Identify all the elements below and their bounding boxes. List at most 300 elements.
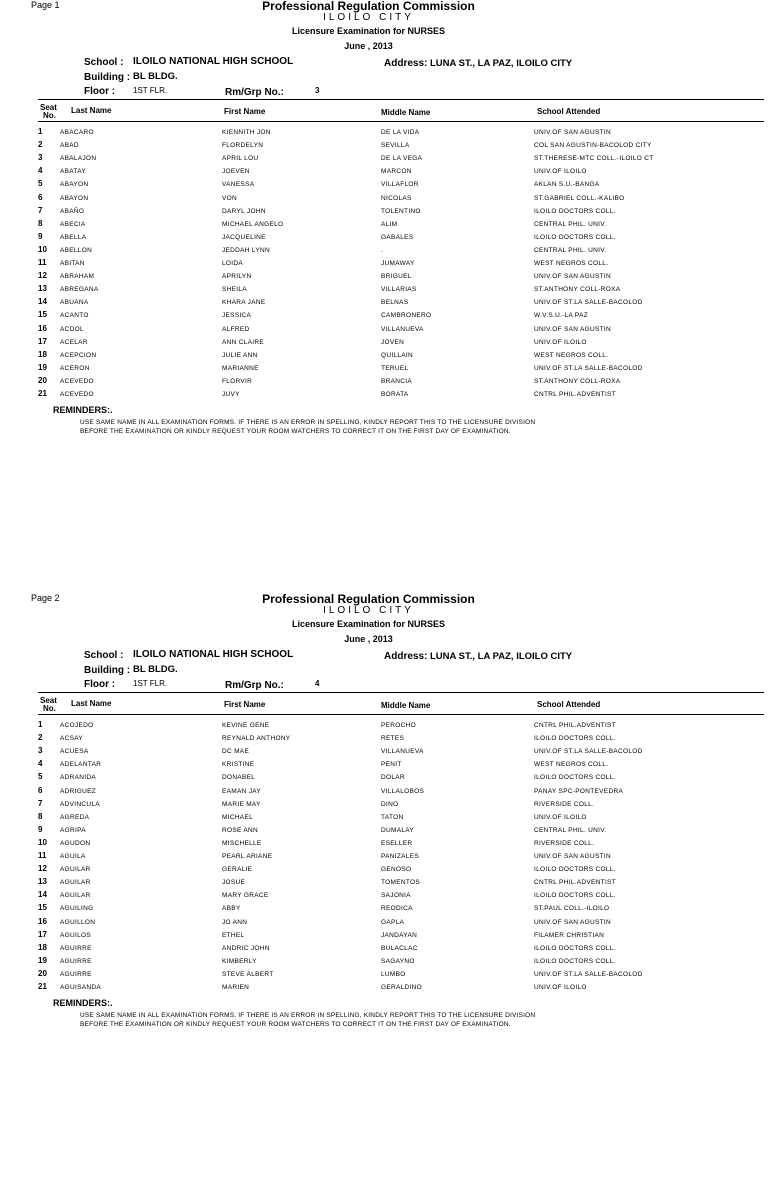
header-rule-top	[38, 99, 764, 100]
seat-number: 21	[38, 389, 47, 398]
first-name-cell: SHEILA	[222, 286, 247, 294]
header-rule-top	[38, 692, 764, 693]
school-cell: ILOILO DOCTORS COLL.	[534, 866, 616, 874]
middle-name-cell: SAGAYNO	[381, 957, 415, 965]
school-cell: UNIV.OF ST.LA SALLE-BACOLOD	[534, 299, 643, 307]
school-cell: ILOILO DOCTORS COLL.	[534, 207, 616, 215]
seat-number: 5	[38, 772, 43, 782]
seat-number: 13	[38, 877, 47, 887]
reminders-line-2: BEFORE THE EXAMINATION OR KINDLY REQUEST YOUR ROOM WATCHERS TO CORRECT IT ON THE FIRST DAY OF EXAMINATION.	[80, 428, 511, 435]
last-name-cell: AGUILING	[60, 905, 94, 913]
school-value: ILOILO NATIONAL HIGH SCHOOL	[133, 649, 294, 660]
first-name-cell: FLORDELYN	[222, 142, 264, 150]
middle-name-cell: SEVILLA	[381, 142, 410, 150]
table-row	[0, 298, 768, 311]
middle-name-cell: GAPLA	[381, 918, 405, 926]
seat-number: 5	[38, 179, 43, 189]
middle-name-cell: VILLAFLOR	[381, 181, 419, 189]
header-rule-bottom	[38, 121, 764, 122]
address-value: LUNA ST., LA PAZ, ILOILO CITY	[430, 58, 573, 69]
exam-title: Licensure Examination for NURSES	[291, 619, 446, 629]
middle-name-cell: ALIM	[381, 220, 398, 228]
seat-number: 9	[38, 824, 43, 834]
building-label: Building :	[84, 72, 131, 83]
school-cell: ILOILO DOCTORS COLL.	[534, 735, 616, 743]
floor-label: Floor :	[84, 679, 116, 690]
seat-number: 4	[38, 166, 43, 176]
middle-name-cell: VILLARIAS	[381, 286, 417, 294]
table-row	[0, 220, 768, 233]
seat-number: 15	[38, 310, 47, 320]
table-row	[0, 918, 768, 931]
seat-number: 20	[38, 375, 47, 385]
school-cell: ILOILO DOCTORS COLL.	[534, 944, 616, 952]
seat-number: 3	[38, 153, 43, 163]
first-name-cell: MISCHELLE	[222, 839, 262, 847]
school-cell: UNIV.OF SAN AGUSTIN	[534, 918, 611, 926]
seat-number: 19	[38, 955, 47, 965]
school-cell: ILOILO DOCTORS COLL.	[534, 774, 616, 782]
first-name-cell: MARY GRACE	[222, 892, 269, 900]
school-cell: PANAY SPC-PONTEVEDRA	[534, 787, 624, 795]
last-name-cell: ACERON	[60, 364, 90, 372]
seat-number: 17	[38, 336, 47, 346]
table-row	[0, 826, 768, 839]
last-name-cell: AGUIRRE	[60, 957, 92, 965]
school-cell: UNIV.OF ST.LA SALLE-BACOLOD	[534, 970, 643, 978]
reminders-title: REMINDERS:.	[53, 405, 113, 415]
last-name-cell: AGUILAR	[60, 879, 91, 887]
col-first-name: First Name	[224, 700, 266, 709]
school-value: ILOILO NATIONAL HIGH SCHOOL	[133, 56, 294, 67]
last-name-cell: ACANTO	[60, 312, 89, 320]
table-row	[0, 957, 768, 970]
middle-name-cell: LUMBO	[381, 970, 406, 978]
exam-date: June , 2013	[344, 41, 393, 51]
table-row	[0, 970, 768, 983]
last-name-cell: ABELLON	[60, 246, 93, 254]
last-name-cell: ACUESA	[60, 748, 89, 756]
last-name-cell: ACEVEDO	[60, 391, 94, 398]
room-label: Rm/Grp No.:	[225, 87, 284, 98]
address-label: Address:	[384, 651, 428, 662]
table-row	[0, 364, 768, 377]
last-name-cell: ACDOL	[60, 325, 84, 333]
first-name-cell: REYNALD ANTHONY	[222, 735, 291, 743]
last-name-cell: ABAD	[60, 142, 79, 150]
first-name-cell: GERALIE	[222, 866, 253, 874]
address-value: LUNA ST., LA PAZ, ILOILO CITY	[430, 651, 573, 662]
table-row	[0, 983, 768, 996]
school-cell: WEST NEGROS COLL.	[534, 761, 609, 769]
seat-number: 6	[38, 785, 43, 795]
seat-number: 19	[38, 362, 47, 372]
first-name-cell: APRILYN	[222, 273, 252, 281]
table-row	[0, 944, 768, 957]
middle-name-cell: BELNAS	[381, 299, 409, 307]
first-name-cell: LOIDA	[222, 260, 244, 267]
first-name-cell: JEDDAH LYNN	[222, 246, 270, 254]
middle-name-cell: GABALES	[381, 233, 414, 241]
room-label: Rm/Grp No.:	[225, 680, 284, 691]
seat-number: 21	[38, 982, 47, 991]
school-cell: ST.GABRIEL COLL.-KALIBO	[534, 194, 625, 202]
seat-number: 8	[38, 811, 43, 821]
table-row	[0, 180, 768, 193]
table-row	[0, 351, 768, 364]
table-row	[0, 141, 768, 154]
last-name-cell: ABALAJON	[60, 155, 97, 163]
last-name-cell: AGRIPA	[60, 826, 86, 834]
table-row	[0, 233, 768, 246]
last-name-cell: ABAYON	[60, 181, 89, 189]
first-name-cell: ANDRIC JOHN	[222, 944, 270, 952]
seat-number: 14	[38, 297, 47, 307]
first-name-cell: MICHAEL ANGELO	[222, 220, 284, 228]
table-row	[0, 285, 768, 298]
school-cell: ILOILO DOCTORS COLL.	[534, 957, 616, 965]
school-cell: CNTRL PHIL.ADVENTIST	[534, 722, 616, 729]
school-cell: ST.PAUL COLL.-ILOILO	[534, 905, 610, 913]
first-name-cell: JO ANN	[222, 918, 248, 926]
middle-name-cell: CAMBRONERO	[381, 312, 432, 320]
first-name-cell: JOSUE	[222, 879, 246, 887]
middle-name-cell: GERALDINO	[381, 984, 422, 991]
table-row	[0, 246, 768, 259]
first-name-cell: KRISTINE	[222, 761, 255, 769]
first-name-cell: KIMBERLY	[222, 957, 257, 965]
seat-number: 12	[38, 271, 47, 281]
last-name-cell: ABRAHAM	[60, 273, 95, 281]
last-name-cell: AGUIRRE	[60, 944, 92, 952]
first-name-cell: DC MAE	[222, 748, 250, 756]
school-cell: UNIV.OF ILOILO	[534, 813, 587, 821]
col-last-name: Last Name	[71, 106, 112, 115]
seat-number: 18	[38, 942, 47, 952]
last-name-cell: AGUILOS	[60, 931, 91, 939]
seat-number: 7	[38, 205, 43, 215]
school-cell: RIVERSIDE COLL.	[534, 800, 595, 808]
table-row	[0, 721, 768, 734]
first-name-cell: JULIE ANN	[222, 351, 258, 359]
first-name-cell: ETHEL	[222, 931, 245, 939]
school-cell: ST.THERESE-MTC COLL.-ILOILO CT	[534, 155, 654, 163]
table-row	[0, 272, 768, 285]
middle-name-cell: TOMENTOS	[381, 879, 420, 887]
seat-number: 1	[38, 127, 43, 136]
first-name-cell: APRIL LOU	[222, 155, 259, 163]
table-row	[0, 904, 768, 917]
seat-number: 12	[38, 864, 47, 874]
first-name-cell: DONABEL	[222, 774, 256, 782]
school-cell: UNIV.OF ST.LA SALLE-BACOLOD	[534, 748, 643, 756]
school-cell: UNIV.OF ILOILO	[534, 984, 587, 991]
middle-name-cell: JOVEN	[381, 338, 405, 346]
middle-name-cell: BORATA	[381, 391, 409, 398]
seat-number: 14	[38, 890, 47, 900]
building-label: Building :	[84, 665, 131, 676]
middle-name-cell: DE LA VIDA	[381, 129, 420, 136]
middle-name-cell: TOLENTINO	[381, 207, 421, 215]
school-cell: RIVERSIDE COLL.	[534, 839, 595, 847]
school-cell: UNIV.OF SAN AGUSTIN	[534, 325, 611, 333]
seat-number: 3	[38, 746, 43, 756]
table-row	[0, 154, 768, 167]
table-row	[0, 839, 768, 852]
last-name-cell: ABUANA	[60, 299, 89, 307]
seat-number: 10	[38, 837, 47, 847]
table-row	[0, 377, 768, 390]
page-number: Page 1	[31, 0, 60, 10]
last-name-cell: ABREGANA	[60, 286, 99, 294]
last-name-cell: ACELAR	[60, 338, 88, 346]
table-row	[0, 852, 768, 865]
last-name-cell: ACOJEDO	[60, 722, 94, 729]
last-name-cell: AGUILAR	[60, 892, 91, 900]
table-row	[0, 760, 768, 773]
middle-name-cell: REODICA	[381, 905, 413, 913]
middle-name-cell: PANIZALES	[381, 853, 419, 860]
school-cell: CENTRAL PHIL. UNIV.	[534, 220, 607, 228]
middle-name-cell: VILLANUEVA	[381, 748, 424, 756]
table-row	[0, 865, 768, 878]
middle-name-cell: VILLALOBOS	[381, 787, 425, 795]
first-name-cell: VANESSA	[222, 181, 255, 189]
seat-number: 16	[38, 916, 47, 926]
table-row	[0, 338, 768, 351]
middle-name-cell: PEROCHO	[381, 722, 416, 729]
table-row	[0, 128, 768, 141]
last-name-cell: AGUILLON	[60, 918, 96, 926]
first-name-cell: ALFRED	[222, 325, 250, 333]
first-name-cell: MICHAEL	[222, 813, 253, 821]
first-name-cell: PEARL ARIANE	[222, 853, 273, 860]
room-value: 4	[315, 679, 320, 688]
last-name-cell: ABITAN	[60, 260, 85, 267]
last-name-cell: ABELLA	[60, 233, 87, 241]
first-name-cell: JUVY	[222, 391, 240, 398]
city-title: ILOILO CITY	[323, 605, 414, 616]
school-cell: ST.ANTHONY COLL-ROXA	[534, 377, 621, 385]
page-2-slot	[0, 593, 768, 1186]
first-name-cell: EAMAN JAY	[222, 787, 262, 795]
middle-name-cell: DOLAR	[381, 774, 405, 782]
first-name-cell: ROSE ANN	[222, 826, 258, 834]
middle-name-cell: MARCON	[381, 168, 412, 176]
table-row	[0, 747, 768, 760]
last-name-cell: AGUILA	[60, 853, 86, 860]
reminders-line-1: USE SAME NAME IN ALL EXAMINATION FORMS. IF THERE IS AN ERROR IN SPELLING, KINDLY REPORT THIS TO THE LICENSURE DIVISION	[80, 419, 536, 426]
middle-name-cell: BULACLAC	[381, 944, 418, 952]
exam-title: Licensure Examination for NURSES	[291, 26, 446, 36]
seat-number: 18	[38, 349, 47, 359]
table-row	[0, 167, 768, 180]
school-cell: CNTRL PHIL.ADVENTIST	[534, 391, 616, 398]
seat-number: 2	[38, 733, 43, 743]
commission-title: Professional Regulation Commission	[262, 592, 475, 606]
seat-number: 2	[38, 140, 43, 150]
last-name-cell: ABACARO	[60, 129, 94, 136]
col-middle-name: Middle Name	[381, 108, 431, 117]
col-seat: Seat	[40, 696, 57, 705]
school-cell: UNIV.OF ST.LA SALLE-BACOLOD	[534, 364, 643, 372]
table-row	[0, 390, 768, 403]
floor-value: 1ST FLR.	[133, 86, 168, 95]
last-name-cell: ABATAY	[60, 168, 87, 176]
first-name-cell: KIENNITH JON	[222, 129, 271, 136]
reminders-title: REMINDERS:.	[53, 998, 113, 1008]
last-name-cell: ACEVEDO	[60, 377, 94, 385]
middle-name-cell: DINO	[381, 800, 399, 808]
col-last-name: Last Name	[71, 699, 112, 708]
table-row	[0, 734, 768, 747]
school-cell: ILOILO DOCTORS COLL.	[534, 892, 616, 900]
middle-name-cell: JANDAYAN	[381, 931, 418, 939]
last-name-cell: ACSAY	[60, 735, 84, 743]
last-name-cell: AGUILAR	[60, 866, 91, 874]
seat-number: 7	[38, 798, 43, 808]
middle-name-cell: GENOSO	[381, 866, 412, 874]
seat-number: 11	[38, 258, 47, 267]
address-label: Address:	[384, 58, 428, 69]
school-cell: CENTRAL PHIL. UNIV.	[534, 246, 607, 254]
table-row	[0, 194, 768, 207]
room-value: 3	[315, 86, 320, 95]
school-cell: COL SAN AGUSTIN-BACOLOD CITY	[534, 142, 652, 150]
last-name-cell: ADRIGUEZ	[60, 787, 96, 795]
floor-value: 1ST FLR.	[133, 679, 168, 688]
middle-name-cell: TATON	[381, 813, 404, 821]
table-row	[0, 259, 768, 272]
first-name-cell: ABBY	[222, 905, 241, 913]
school-cell: ILOILO DOCTORS COLL.	[534, 233, 616, 241]
last-name-cell: ADRANIDA	[60, 774, 96, 782]
exam-date: June , 2013	[344, 634, 393, 644]
first-name-cell: JESSICA	[222, 312, 252, 320]
table-row	[0, 800, 768, 813]
school-cell: UNIV.OF SAN AGUSTIN	[534, 853, 611, 860]
last-name-cell: AGUDON	[60, 839, 91, 847]
middle-name-cell: BRANCIA	[381, 377, 412, 385]
school-label: School :	[84, 650, 124, 661]
school-cell: AKLAN S.U.-BANGA	[534, 181, 600, 189]
table-row	[0, 311, 768, 324]
school-cell: UNIV.OF ILOILO	[534, 168, 587, 176]
seat-number: 11	[38, 851, 47, 860]
table-row	[0, 325, 768, 338]
last-name-cell: AGUISANDA	[60, 984, 101, 991]
last-name-cell: ABAYON	[60, 194, 89, 202]
col-seat-no: No.	[43, 111, 56, 120]
reminders-line-2: BEFORE THE EXAMINATION OR KINDLY REQUEST YOUR ROOM WATCHERS TO CORRECT IT ON THE FIRST DAY OF EXAMINATION.	[80, 1021, 511, 1028]
col-school-attended: School Attended	[537, 700, 601, 709]
middle-name-cell: DUMALAY	[381, 826, 415, 834]
last-name-cell: ACEPCION	[60, 351, 97, 359]
last-name-cell: AGUIRRE	[60, 970, 92, 978]
first-name-cell: DARYL JOHN	[222, 207, 266, 215]
building-value: BL BLDG.	[133, 71, 178, 82]
first-name-cell: FLORVIR	[222, 377, 253, 385]
seat-number: 16	[38, 323, 47, 333]
last-name-cell: ABAÑO	[60, 207, 85, 215]
col-school-attended: School Attended	[537, 107, 601, 116]
seat-number: 9	[38, 231, 43, 241]
seat-number: 10	[38, 244, 47, 254]
table-row	[0, 891, 768, 904]
last-name-cell: AGREDA	[60, 813, 90, 821]
table-row	[0, 787, 768, 800]
school-cell: FILAMER CHRISTIAN	[534, 931, 605, 939]
col-first-name: First Name	[224, 107, 266, 116]
last-name-cell: ABECIA	[60, 220, 86, 228]
seat-number: 8	[38, 218, 43, 228]
table-row	[0, 813, 768, 826]
last-name-cell: ADELANTAR	[60, 761, 102, 769]
table-row	[0, 773, 768, 786]
first-name-cell: MARIEN	[222, 984, 250, 991]
first-name-cell: KHARA JANE	[222, 299, 266, 307]
page-number: Page 2	[31, 593, 60, 603]
school-cell: W.V.S.U.-LA PAZ	[534, 312, 588, 320]
middle-name-cell: QUILLAIN	[381, 351, 414, 359]
table-row	[0, 878, 768, 891]
school-cell: CENTRAL PHIL. UNIV.	[534, 826, 607, 834]
first-name-cell: MARIANNE	[222, 364, 259, 372]
first-name-cell: KEVINE GENE	[222, 722, 270, 729]
middle-name-cell: SAJONIA	[381, 892, 411, 900]
school-cell: ST.ANTHONY COLL-ROXA	[534, 286, 621, 294]
first-name-cell: ANN CLAIRE	[222, 338, 265, 346]
table-row	[0, 931, 768, 944]
first-name-cell: MARIE MAY	[222, 800, 261, 808]
middle-name-cell: TERUEL	[381, 364, 409, 372]
header-rule-bottom	[38, 714, 764, 715]
seat-number: 15	[38, 903, 47, 913]
middle-name-cell: JUMAWAY	[381, 260, 415, 267]
col-seat-no: No.	[43, 704, 56, 713]
first-name-cell: JACQUELINE	[222, 233, 266, 241]
first-name-cell: STEVE ALBERT	[222, 970, 274, 978]
school-label: School :	[84, 57, 124, 68]
middle-name-cell: BRIGUEL	[381, 273, 412, 281]
middle-name-cell: NICOLAS	[381, 194, 412, 202]
seat-number: 6	[38, 192, 43, 202]
table-row	[0, 207, 768, 220]
middle-name-cell: VILLANUEVA	[381, 325, 424, 333]
middle-name-cell: .	[381, 246, 384, 254]
school-cell: WEST NEGROS COLL.	[534, 351, 609, 359]
commission-title: Professional Regulation Commission	[262, 0, 475, 13]
seat-number: 1	[38, 720, 43, 729]
middle-name-cell: PENIT	[381, 761, 402, 769]
seat-number: 17	[38, 929, 47, 939]
col-middle-name: Middle Name	[381, 701, 431, 710]
last-name-cell: ADVINCULA	[60, 800, 100, 808]
seat-number: 4	[38, 759, 43, 769]
school-cell: WEST NEGROS COLL.	[534, 260, 609, 267]
middle-name-cell: ESELLER	[381, 839, 413, 847]
seat-number: 20	[38, 968, 47, 978]
floor-label: Floor :	[84, 86, 116, 97]
seat-number: 13	[38, 284, 47, 294]
first-name-cell: JOEVEN	[222, 168, 250, 176]
school-cell: UNIV.OF ILOILO	[534, 338, 587, 346]
middle-name-cell: DE LA VEGA	[381, 155, 423, 163]
col-seat: Seat	[40, 103, 57, 112]
middle-name-cell: RETES	[381, 735, 405, 743]
school-cell: CNTRL PHIL.ADVENTIST	[534, 879, 616, 887]
first-name-cell: VON	[222, 194, 237, 202]
